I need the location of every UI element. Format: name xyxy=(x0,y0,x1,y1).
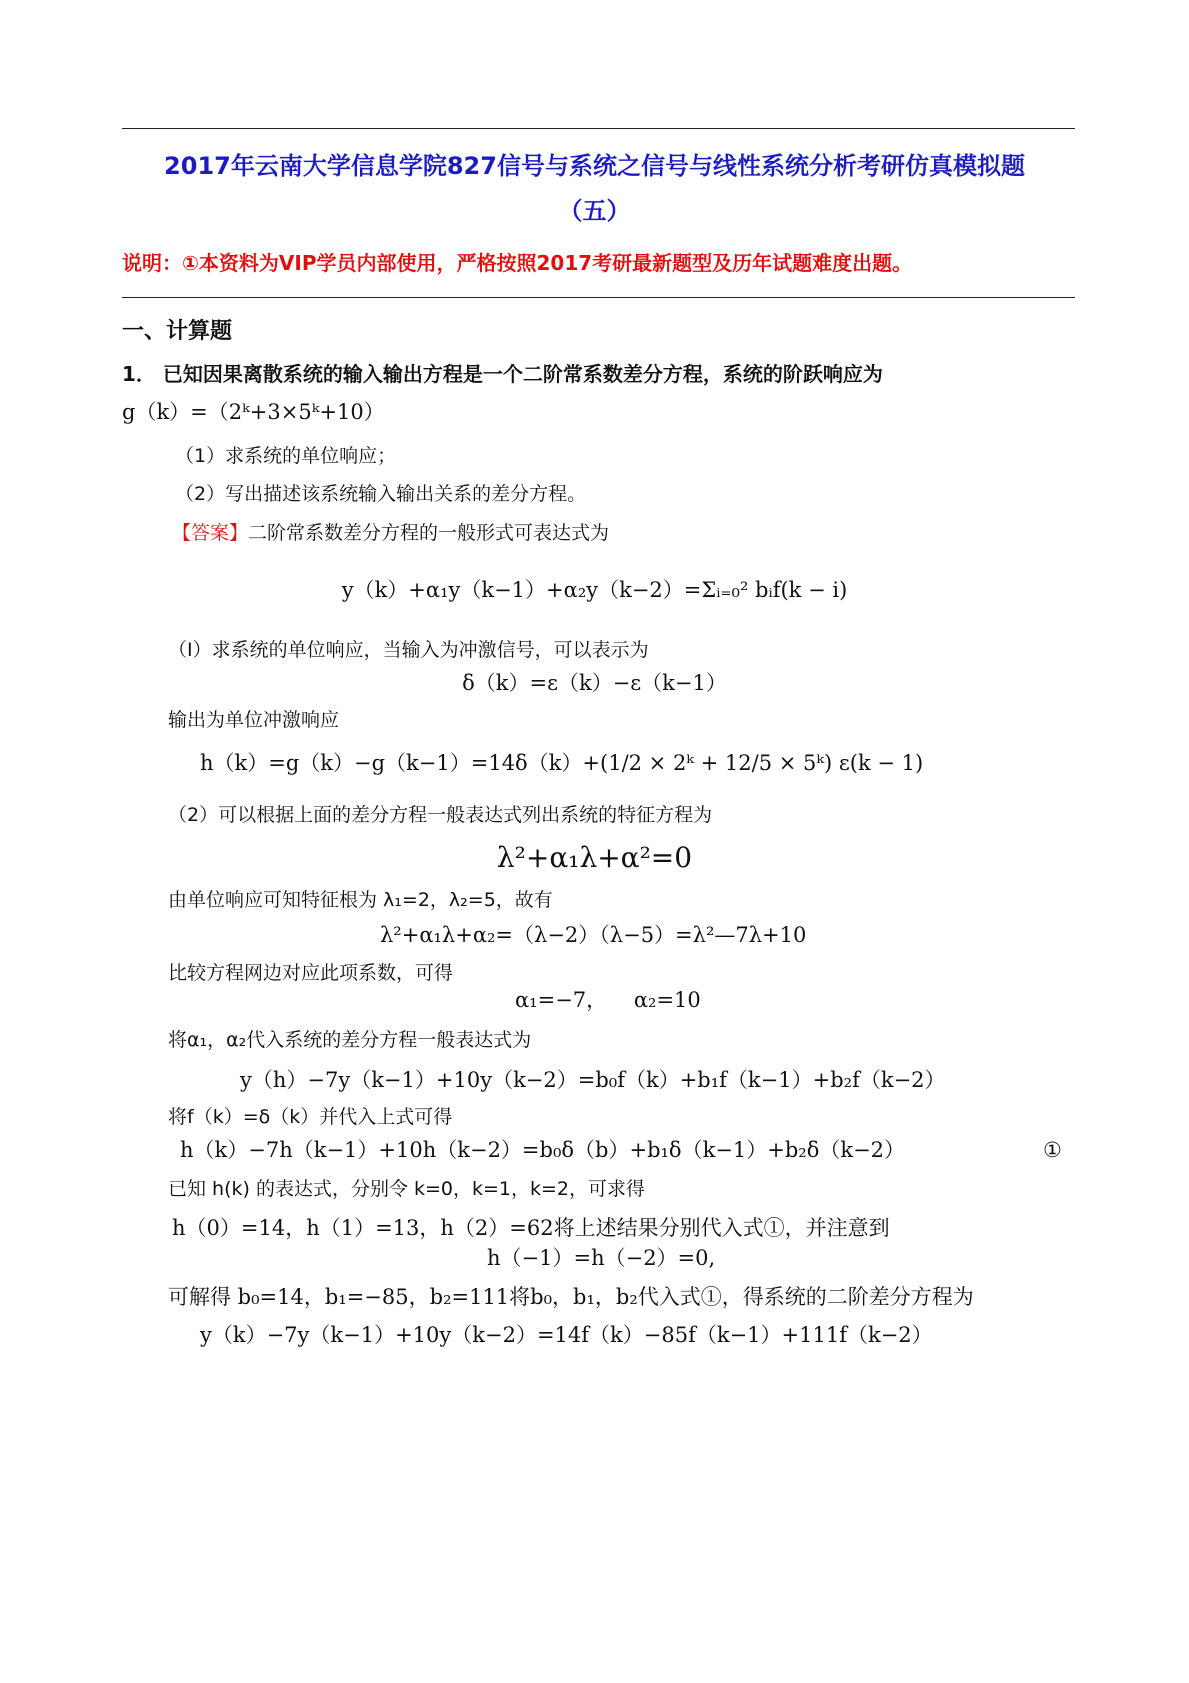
eq-general: y（k）+α₁y（k−1）+α₂y（k−2）=Σᵢ₌₀² bᵢf(k − i) xyxy=(341,578,848,602)
step2d-text: 将α₁，α₂代入系统的差分方程一般表达式为 xyxy=(168,1029,532,1051)
eq-alpha: α₁=−7， α₂=10 xyxy=(515,988,701,1012)
step2g-text: 可解得 b₀=14，b₁=−85，b₂=111将b₀，b₁，b₂代入式①，得系统的二阶差分方程为 xyxy=(168,1285,974,1309)
eq-final: y（k）−7y（k−1）+10y（k−2）=14f（k）−85f（k−1）+111f（k−2） xyxy=(200,1323,933,1347)
eq-char: λ²+α₁λ+α²=0 xyxy=(496,841,693,874)
subquestion-2: （2）写出描述该系统输入输出关系的差分方程。 xyxy=(175,483,587,505)
top-rule xyxy=(122,128,1075,129)
header-rule xyxy=(122,297,1075,298)
eq-mark: ① xyxy=(1043,1138,1062,1162)
step-response: g（k）=（2ᵏ+3×5ᵏ+10） xyxy=(122,400,385,424)
step1-text: （I）求系统的单位响应，当输入为冲激信号，可以表示为 xyxy=(168,639,649,661)
section-heading: 一、计算题 xyxy=(122,319,233,344)
eq-delta: δ（k）=ε（k）−ε（k−1） xyxy=(462,671,727,695)
doc-title: 2017年云南大学信息学院827信号与系统之信号与线性系统分析考研仿真模拟题 xyxy=(164,152,1025,180)
question-stem: 1． 已知因果离散系统的输入输出方程是一个二阶常系数差分方程，系统的阶跃响应为 xyxy=(122,362,883,386)
step2f-text: 已知 h(k) 的表达式，分别令 k=0，k=1，k=2，可求得 xyxy=(168,1178,646,1200)
step2c-text: 比较方程网边对应此项系数，可得 xyxy=(168,962,454,984)
eq-vals: h（0）=14，h（1）=13，h（2）=62将上述结果分别代入式①，并注意到 xyxy=(172,1216,890,1240)
answer-tag: 【答案】 xyxy=(172,522,249,544)
doc-note: 说明：①本资料为VIP学员内部使用，严格按照2017考研最新题型及历年试题难度出题。 xyxy=(122,251,913,275)
step1b-text: 输出为单位冲激响应 xyxy=(168,709,340,731)
doc-subtitle: （五） xyxy=(558,197,631,225)
eq-sys: y（h）−7y（k−1）+10y（k−2）=b₀f（k）+b₁f（k−1）+b₂f（k−2） xyxy=(240,1068,946,1092)
eq-fact: λ²+α₁λ+α₂=（λ−2）（λ−5）=λ²—7λ+10 xyxy=(380,923,807,947)
step2e-text: 将f（k）=δ（k）并代入上式可得 xyxy=(168,1106,453,1128)
answer-line xyxy=(172,519,609,547)
step2b-text: 由单位响应可知特征根为 λ₁=2，λ₂=5，故有 xyxy=(168,889,553,911)
step2-text: （2）可以根据上面的差分方程一般表达式列出系统的特征方程为 xyxy=(168,804,713,826)
answer-intro: 二阶常系数差分方程的一般形式可表达式为 xyxy=(248,522,610,544)
eq-h: h（k）=g（k）−g（k−1）=14δ（k）+(1/2 × 2ᵏ + 12/5 × 5ᵏ) ε(k − 1) xyxy=(200,751,924,775)
eq-h-sys: h（k）−7h（k−1）+10h（k−2）=b₀δ（b）+b₁δ（k−1）+b₂δ（k−2） xyxy=(180,1138,906,1162)
subquestion-1: （1）求系统的单位响应； xyxy=(175,445,397,467)
eq-init: h（−1）=h（−2）=0, xyxy=(487,1246,716,1270)
